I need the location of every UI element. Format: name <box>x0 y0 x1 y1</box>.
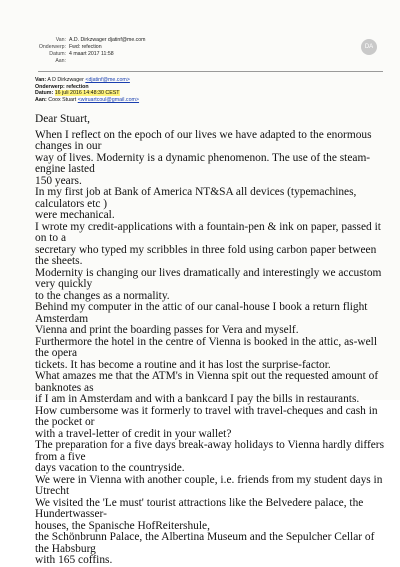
fwd-from-label: Van: <box>35 77 47 83</box>
letter-line: I wrote my credit-applications with a fountain-pen & ink on paper, passed it on to a <box>35 220 381 244</box>
letter-line: The preparation for a five days break-away holidays to Vienna hardly differs from a five <box>35 439 385 463</box>
date-label: Datum: <box>49 51 66 57</box>
letter-line: with 165 coffins. <box>35 554 113 566</box>
letter-line: were mechanical. <box>35 209 115 221</box>
letter-line: if I am in Amsterdam and with a bankcard I pay the bills in restaurants. <box>35 393 360 405</box>
fwd-from-email-link[interactable]: <djatinf@me.com> <box>85 77 130 83</box>
letter-line: 150 years. <box>35 174 82 187</box>
letter-line: houses, the Spanische HofReitershule, <box>35 519 210 532</box>
subject-value: Fwd: refection <box>69 44 102 50</box>
email-header-top <box>0 37 330 65</box>
letter-body <box>35 114 390 567</box>
header-subject-row <box>0 44 330 51</box>
fwd-to-label: Aan: <box>35 96 47 103</box>
letter-line: tickets. It has become a routine and it has lost the surprise-factor. <box>35 358 331 371</box>
letter-line: We visited the 'Le must' tourist attractions like the Belvedere palace, the Hundertwasser- <box>35 496 364 520</box>
header-from-row <box>0 37 330 44</box>
fwd-subject-label: Onderwerp: <box>35 83 65 90</box>
fwd-date-value: 16 juli 2016 14:48:30 CEST <box>54 90 120 97</box>
forwarded-header <box>35 77 365 103</box>
letter-line: Behind my computer in the attic of our canal-house I book a return flight Amsterdam <box>35 301 368 325</box>
fwd-from-name: A D Dirkzwager <box>47 77 86 83</box>
fwd-date-label: Datum: <box>35 90 54 97</box>
fwd-subject-row <box>35 84 365 91</box>
date-value: 4 maart 2017 11:58 <box>69 51 114 57</box>
letter-line: Vienna and print the boarding passes for Vera and myself. <box>35 324 299 336</box>
letter-line: We were in Vienna with another couple, i.e. friends from my student days in Utrecht <box>35 473 383 497</box>
letter-line: with a travel-letter of credit in your wallet? <box>35 427 232 440</box>
letter-lines <box>35 130 390 567</box>
fwd-to-name: Coox Stuart <box>48 96 78 103</box>
letter-line: way of lives. Modernity is a dynamic phenomenon. The use of the steam-engine lasted <box>35 151 371 175</box>
letter-line: to the changes as a normality. <box>35 289 170 302</box>
header-divider <box>38 71 383 72</box>
letter-line: the Schönbrunn Palace, the Albertina Museum and the Sepulcher Cellar of the Habsburg <box>35 531 375 555</box>
to-label: Aan: <box>55 58 66 64</box>
letter-line: Modernity is changing our lives dramatically and interestingly we accustom very quickly <box>35 266 382 290</box>
sender-avatar: DA <box>361 39 377 55</box>
letter-line: How cumbersome was it formerly to travel with travel-cheques and cash in the pocket or <box>35 404 378 428</box>
letter-line: Furthermore the hotel in the centre of Vienna is booked in the attic, as-well the opera <box>35 335 377 359</box>
fwd-date-row <box>35 90 365 97</box>
from-label: Van: <box>55 37 66 43</box>
letter-line: In my first job at Bank of America NT&SA all devices (typemachines, calculators etc ) <box>35 186 357 210</box>
from-value: A.D. Dirkzwager djatinf@me.com <box>69 37 146 43</box>
fwd-to-row <box>35 97 365 104</box>
letter-salutation: Dear Stuart, <box>35 113 91 125</box>
fwd-to-email-link[interactable]: <wiruartcoul@gmail.com> <box>77 96 140 103</box>
header-to-row <box>0 58 330 65</box>
header-date-row <box>0 51 330 58</box>
letter-line: secretary who typed my scribbles in three fold using carbon paper between the sheets. <box>35 243 377 267</box>
subject-label: Onderwerp: <box>38 44 66 50</box>
letter-line: What amazes me that the ATM's in Vienna spit out the requested amount of banknotes as <box>35 370 379 394</box>
fwd-from-row <box>35 77 365 84</box>
fwd-subject-value: refection <box>66 83 89 90</box>
letter-line: When I reflect on the epoch of our lives we have adapted to the enormous changes in our <box>35 128 372 152</box>
letter-line: days vacation to the countryside. <box>35 462 185 474</box>
